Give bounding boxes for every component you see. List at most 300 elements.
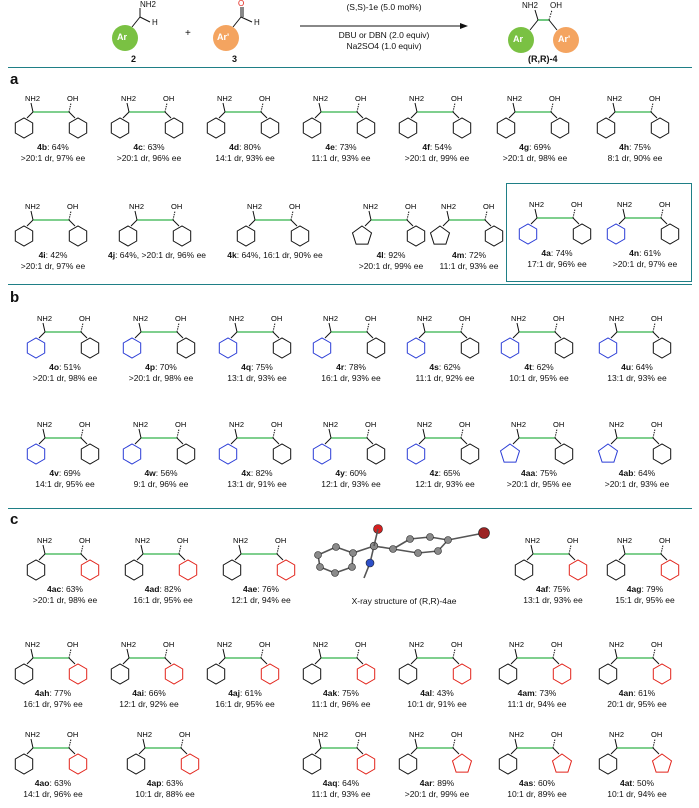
svg-text:OH: OH [67,640,79,649]
compound-entry [306,402,396,498]
svg-text:NH2: NH2 [617,200,633,209]
compound-yield: : 42% [45,250,68,260]
compound-number: 4y [335,468,345,478]
compound-selectivity: 16:1 dr, 97% ee [23,698,83,709]
compound-selectivity: >20:1 dr, 97% ee [20,152,86,163]
compound-selectivity: 14:1 dr, 96% ee [23,788,83,799]
molecule-structure [216,518,306,584]
molecule-structure [8,76,98,142]
compound-selectivity: 11:1 dr, 94% ee [507,698,567,709]
compound-entry [400,402,490,498]
compound-caption [584,142,686,163]
compound-selectivity: >20:1 dr, 98% ee [502,152,568,163]
svg-text:OH: OH [551,640,563,649]
compound-caption [114,778,216,799]
aryl-ring-right [461,444,478,464]
svg-text:NH2: NH2 [313,94,329,103]
svg-text:OH: OH [651,420,663,429]
svg-text:OH: OH [365,314,377,323]
molecule-structure [494,402,584,468]
compound-selectivity: >20:1 dr, 99% ee [404,788,470,799]
aryl-ring-left [607,560,624,580]
section-b-label: b [10,289,20,306]
aryl-ring-right [461,338,478,358]
compound-selectivity: 11:1 dr, 93% ee [311,788,371,799]
molecule-structure [20,518,110,584]
compound-yield: : 79% [641,584,664,594]
aryl-ring-left [499,664,516,684]
aryl-ring-left [15,118,32,138]
aryl-ring-right [179,560,196,580]
compound-number: 4k [227,250,237,260]
svg-text:NH2: NH2 [229,314,245,323]
compound-yield: : 80% [239,142,261,152]
svg-text:NH2: NH2 [417,420,433,429]
compound-yield: : 60% [533,778,555,788]
compound-caption [486,688,588,709]
compound-selectivity: 12:1 dr, 92% ee [119,698,179,709]
molecule-structure [200,622,290,688]
svg-text:NH2: NH2 [37,314,53,323]
aryl-ring-right [181,754,198,774]
compound-selectivity: 12:1 dr, 93% ee [415,478,475,489]
compound-entry [20,402,110,498]
compound-yield: : 74% [550,248,573,258]
aryl-ring-left [15,664,32,684]
compound-entry [200,76,290,172]
compound-number: 4ad [144,584,160,594]
aryl-ring-left [599,664,616,684]
aryl-ring-left [123,444,140,464]
aryl-ring-left [27,444,44,464]
aryl-ring-right [653,444,670,464]
compound-selectivity: >20:1 dr, 99% ee [358,260,424,271]
aryl-ring-right [69,754,86,774]
molecule-structure [112,184,202,250]
svg-text:NH2: NH2 [511,314,527,323]
compound-yield: : 73% [534,688,557,698]
reaction-scheme [0,0,699,62]
molecule-structure [104,76,194,142]
molecule-structure [118,518,208,584]
svg-text:NH2: NH2 [313,640,329,649]
aryl-ring-left [399,664,416,684]
reagent-3-number: 3 [232,54,238,64]
compound-yield: : 51% [59,362,81,372]
svg-text:NH2: NH2 [617,536,633,545]
compound-caption [110,468,212,489]
compound-caption [386,778,488,799]
compound-caption [506,248,608,269]
compound-number: 4al [420,688,433,698]
aryl-ring-right [653,754,672,772]
svg-text:NH2: NH2 [25,640,41,649]
compound-selectivity: 13:1 dr, 93% ee [523,594,583,605]
aryl-ring-right [653,664,670,684]
aryl-ring-right [553,754,572,772]
compound-caption [488,362,590,383]
o-label-3: O [238,0,245,8]
compound-caption [290,688,392,709]
compound-yield: : 61% [639,248,661,258]
aryl-ring-left [303,664,320,684]
svg-text:OH: OH [163,94,175,103]
svg-text:OH: OH [177,536,189,545]
compound-caption [502,584,604,605]
aryl-ring-right [81,560,98,580]
molecule-structure [8,712,98,778]
compound-caption [2,778,104,799]
molecule-structure [346,184,436,250]
compound-selectivity: 14:1 dr, 93% ee [215,152,275,163]
svg-text:OH: OH [271,420,283,429]
compound-number: 4ae [243,584,258,594]
compound-number: 4aq [322,778,338,788]
compound-yield: : 76% [257,584,279,594]
compound-entry [104,622,194,718]
compound-entry [200,622,290,718]
compound-entry [296,712,386,808]
compound-yield: : 64%, 16:1 dr, 90% ee [236,250,323,260]
svg-text:NH2: NH2 [121,94,137,103]
molecule-structure [8,184,98,250]
compound-number: 4g [519,142,530,152]
compound-entry [600,518,690,614]
compound-yield: : 73% [334,142,357,152]
compound-entry [392,712,482,808]
svg-text:OH: OH [649,94,661,103]
compound-number: 4ap [146,778,162,788]
svg-text:NH2: NH2 [25,730,41,739]
compound-number: 4m [451,250,465,260]
compound-selectivity: >20:1 dr, 99% ee [404,152,470,163]
compound-caption [586,688,688,709]
svg-text:NH2: NH2 [511,420,527,429]
aryl-ring-left [127,754,144,774]
compound-caption [112,584,214,605]
aryl-ring-left [123,338,140,358]
divider-b-c [8,508,692,509]
compound-caption [300,362,402,383]
xray-structure [308,515,494,595]
xray-caption: X-ray structure of (R,R)-4ae [351,596,457,606]
compound-selectivity: 13:1 dr, 91% ee [227,478,287,489]
compound-number: 4d [229,142,240,152]
compound-selectivity: >20:1 dr, 95% ee [506,478,572,489]
compound-number: 4c [133,142,143,152]
compound-number: 4x [241,468,251,478]
svg-text:NH2: NH2 [609,314,625,323]
compound-caption [14,468,116,489]
svg-text:NH2: NH2 [247,202,263,211]
compound-number: 4ah [34,688,50,698]
compound-number: 4ar [419,778,433,788]
compound-selectivity: 17:1 dr, 96% ee [527,258,587,269]
aryl-ring-right [453,754,472,772]
aryl-ring-left [431,226,450,244]
compound-yield: : 75% [548,584,571,594]
compound-selectivity: 10:1 dr, 89% ee [507,788,567,799]
molecule-structure [590,76,680,142]
compound-number: 4q [241,362,252,372]
compound-number: 4at [619,778,633,788]
svg-text:OH: OH [459,314,471,323]
compound-number: 4as [519,778,534,788]
svg-text:NH2: NH2 [323,420,339,429]
svg-text:NH2: NH2 [409,640,425,649]
svg-text:OH: OH [553,420,565,429]
molecule-structure [296,622,386,688]
compound-yield: : 75% [535,468,557,478]
compound-number: 4e [325,142,335,152]
svg-text:OH: OH [651,640,663,649]
compound-yield: : 92% [383,250,406,260]
svg-text:NH2: NH2 [25,202,41,211]
svg-text:NH2: NH2 [507,94,523,103]
product-number: (R,R)-4 [528,54,558,64]
svg-text:OH: OH [175,314,187,323]
compound-number: 4u [621,362,632,372]
compound-selectivity: 10:1 dr, 95% ee [509,372,569,383]
molecule-structure [212,402,302,468]
ar-label-2: Ar [117,32,128,42]
compound-selectivity: 10:1 dr, 88% ee [135,788,195,799]
compound-selectivity: 13:1 dr, 93% ee [607,372,667,383]
compound-selectivity: 10:1 dr, 91% ee [407,698,467,709]
svg-text:NH2: NH2 [133,420,149,429]
aryl-ring-left [15,754,32,774]
compound-caption [194,142,296,163]
svg-text:OH: OH [549,94,561,103]
svg-text:NH2: NH2 [441,202,457,211]
svg-text:OH: OH [451,640,463,649]
aryl-ring-right [357,664,374,684]
compound-caption [418,250,520,271]
molecule-structure [400,402,490,468]
aryl-ring-right [165,118,182,138]
compound-yield: : 69% [529,142,551,152]
aryl-ring-left [599,338,616,358]
molecule-structure [212,296,302,362]
molecule-structure [392,712,482,778]
compound-yield: : 64%, >20:1 dr, 96% ee [115,250,207,260]
compound-caption [14,362,116,383]
compound-entry [494,296,584,392]
compound-caption [194,688,296,709]
aryl-ring-right [261,664,278,684]
compound-selectivity: 13:1 dr, 93% ee [227,372,287,383]
compound-entry [8,76,98,172]
molecule-structure [424,184,514,250]
compound-selectivity: >20:1 dr, 98% ee [128,372,194,383]
aryl-ring-right [177,444,194,464]
compound-selectivity: 20:1 dr, 95% ee [607,698,667,709]
aryl-ring-right [81,338,98,358]
svg-text:NH2: NH2 [25,94,41,103]
compound-yield: : 63% [161,778,184,788]
compound-caption [488,468,590,489]
divider-header [8,67,692,68]
compound-yield: : 75% [337,688,359,698]
svg-text:NH2: NH2 [609,420,625,429]
compound-entry [492,712,582,808]
compound-yield: : 43% [432,688,454,698]
svg-text:NH2: NH2 [509,730,525,739]
svg-text:NH2: NH2 [323,314,339,323]
compound-number: 4r [336,362,345,372]
svg-text:OH: OH [163,640,175,649]
svg-text:OH: OH [659,536,671,545]
compound-yield: : 75% [629,142,651,152]
molecule-structure [20,402,110,468]
svg-text:OH: OH [483,202,495,211]
compound-selectivity: 12:1 dr, 94% ee [231,594,291,605]
svg-text:OH: OH [175,420,187,429]
molecule-structure [592,712,682,778]
compound-number: 4af [535,584,549,594]
svg-text:NH2: NH2 [409,730,425,739]
aryl-ring-left [599,444,618,462]
compound-number: 4t [524,362,532,372]
compound-number: 4f [422,142,430,152]
compound-number: 4aj [228,688,241,698]
svg-text:NH2: NH2 [525,536,541,545]
compound-entry [8,184,98,280]
aryl-ring-left [497,118,514,138]
aryl-ring-left [399,118,416,138]
aryl-ring-left [313,338,330,358]
aryl-ring-right [653,338,670,358]
compound-yield: : 66% [144,688,166,698]
compound-yield: : 63% [49,778,72,788]
section-c-label: c [10,511,19,528]
compound-yield: : 63% [61,584,83,594]
svg-text:NH2: NH2 [609,730,625,739]
svg-text:NH2: NH2 [529,200,545,209]
svg-text:NH2: NH2 [217,94,233,103]
ar-prime-label-3: Ar' [217,32,230,42]
svg-text:OH: OH [567,536,579,545]
svg-text:OH: OH [179,730,191,739]
aryl-ring-right [661,224,678,244]
aryl-ring-left [407,338,424,358]
divider-a-b [8,284,692,285]
compound-yield: : 64% [633,468,656,478]
compound-caption [386,688,488,709]
aryl-ring-left [599,754,616,774]
molecule-structure [120,712,210,778]
aryl-ring-right [453,118,470,138]
molecule-structure [600,182,690,248]
compound-caption [290,142,392,163]
compound-yield: : 69% [58,468,81,478]
compound-entry [116,296,206,392]
compound-yield: : 65% [438,468,461,478]
compound-yield: : 82% [250,468,273,478]
aryl-ring-left [237,226,254,246]
ar-label-product: Ar [513,34,524,44]
compound-caption [394,362,496,383]
svg-text:OH: OH [259,94,271,103]
compound-number: 4ab [618,468,634,478]
aryl-ring-right [453,664,470,684]
compound-number: 4ak [323,688,338,698]
aryl-ring-right [367,338,384,358]
compound-number: 4j [107,250,116,260]
molecule-structure [296,712,386,778]
compound-selectivity: >20:1 dr, 98% ee [32,594,98,605]
compound-yield: : 61% [240,688,262,698]
compound-yield: : 77% [49,688,72,698]
molecule-structure [20,296,110,362]
aryl-ring-right [357,118,374,138]
compound-caption [586,778,688,799]
compound-caption [300,468,402,489]
compound-entry [592,402,682,498]
compound-entry [20,296,110,392]
compound-yield: : 64% [47,142,69,152]
svg-text:OH: OH [67,202,79,211]
aryl-ring-left [27,560,44,580]
compound-entry [107,184,207,280]
svg-text:OH: OH [405,202,417,211]
compound-caption [386,142,488,163]
compound-caption [206,362,308,383]
compound-selectivity: 11:1 dr, 93% ee [311,152,371,163]
svg-text:NH2: NH2 [217,640,233,649]
compound-number: 4s [429,362,439,372]
compound-selectivity: >20:1 dr, 93% ee [604,478,670,489]
compound-entry [494,402,584,498]
aryl-ring-left [501,338,518,358]
compound-number: 4l [376,250,384,260]
molecule-structure [8,622,98,688]
compound-entry [592,622,682,718]
svg-text:NH2: NH2 [233,536,249,545]
aryl-ring-right [551,118,568,138]
compound-number: 4z [429,468,439,478]
molecule-structure [306,402,396,468]
compound-entry [212,296,302,392]
molecule-structure [592,622,682,688]
aryl-ring-left [519,224,536,244]
svg-text:OH: OH [275,536,287,545]
compound-entry [20,518,110,614]
aryl-ring-right [651,118,668,138]
svg-text:OH: OH [259,640,271,649]
compound-entry [216,518,306,614]
aryl-ring-left [597,118,614,138]
svg-text:OH: OH [659,200,671,209]
compound-number: 4n [629,248,640,258]
aryl-ring-left [219,444,236,464]
compound-yield: : 72% [464,250,487,260]
compound-entry [392,622,482,718]
compound-selectivity: 14:1 dr, 95% ee [35,478,95,489]
molecule-structure [490,76,580,142]
compound-yield: : 61% [633,688,656,698]
compound-selectivity: 11:1 dr, 92% ee [415,372,475,383]
svg-text:OH: OH [365,420,377,429]
compound-number: 4o [49,362,60,372]
compound-selectivity: 11:1 dr, 93% ee [439,260,499,271]
aryl-ring-right [273,338,290,358]
compound-number: 4an [618,688,634,698]
svg-text:OH: OH [67,94,79,103]
compound-caption [2,142,104,163]
aryl-ring-left [119,226,136,246]
compound-number: 4h [619,142,630,152]
